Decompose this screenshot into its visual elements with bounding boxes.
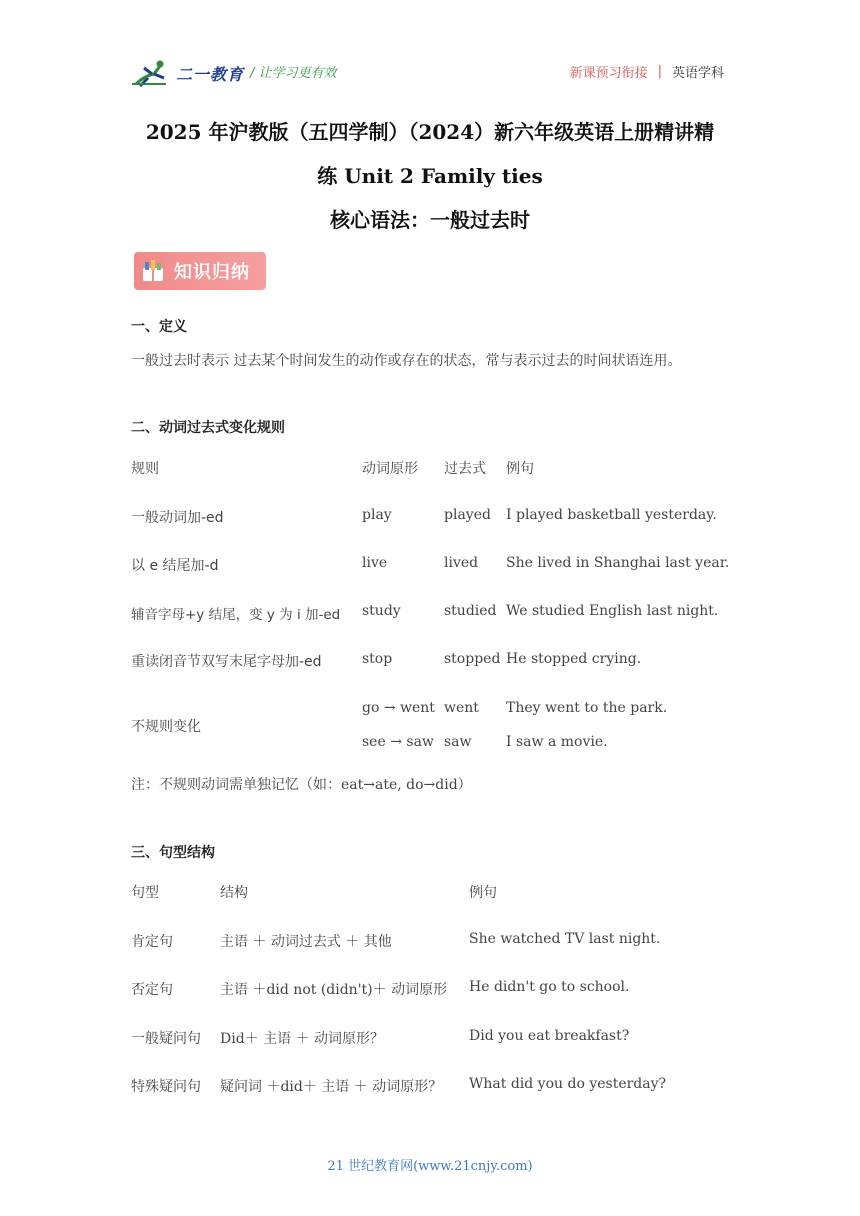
table-cell: They went to the park. xyxy=(506,700,668,716)
table-cell: went xyxy=(444,700,479,716)
table-cell: 疑问词 ＋did＋ 主语 ＋ 动词原形？ xyxy=(220,1079,443,1095)
table-header: 结构 xyxy=(220,885,248,901)
slogan: / 让学习更有效 xyxy=(250,66,337,81)
table-cell: go → went xyxy=(362,700,435,716)
table-cell: 一般疑问句 xyxy=(131,1031,201,1047)
table-cell: I played basketball yesterday. xyxy=(506,507,717,523)
table-cell: What did you do yesterday? xyxy=(469,1076,667,1092)
table-header: 动词原形 xyxy=(362,461,418,477)
section-heading-sentence-structure: 三、句型结构 xyxy=(131,845,215,861)
table-cell: 肯定句 xyxy=(131,934,173,950)
table-header: 过去式 xyxy=(444,461,486,477)
table-cell: She lived in Shanghai last year. xyxy=(506,555,730,571)
header-tag-preview: 新课预习衔接 xyxy=(569,66,648,81)
table-cell: 一般动词加-ed xyxy=(131,510,224,526)
table-cell: lived xyxy=(444,555,479,571)
page-header xyxy=(130,56,730,90)
table-cell: 重读闭音节双写末尾字母加-ed xyxy=(131,654,322,670)
table-cell: 主语 ＋did not (didn't)＋ 动词原形 xyxy=(220,982,448,998)
table-header: 例句 xyxy=(469,885,497,901)
section-heading-definition: 一、定义 xyxy=(131,319,187,335)
table-cell: see → saw xyxy=(362,734,434,750)
book-icon xyxy=(140,258,166,284)
table-header: 规则 xyxy=(131,461,159,477)
table-cell: saw xyxy=(444,734,472,750)
page-footer: 21 世纪教育网(www.21cnjy.com) xyxy=(327,1159,533,1174)
table-cell: stopped xyxy=(444,651,501,667)
table-cell: 以 e 结尾加-d xyxy=(131,558,219,574)
logo xyxy=(130,56,244,90)
table-header: 例句 xyxy=(506,461,534,477)
title-line-2: 练 Unit 2 Family ties xyxy=(317,164,543,188)
badge-label: 知识归纳 xyxy=(174,262,250,283)
table-cell: I saw a movie. xyxy=(506,734,608,750)
header-tags xyxy=(570,62,724,81)
table-cell: He stopped crying. xyxy=(506,651,642,667)
note-text: 注：不规则动词需单独记忆（如：eat→ate, do→did） xyxy=(131,777,472,793)
table-cell: stop xyxy=(362,651,393,667)
table-cell: 特殊疑问句 xyxy=(131,1079,201,1095)
runner-logo-icon xyxy=(130,58,174,88)
table-cell: studied xyxy=(444,603,497,619)
table-cell: 否定句 xyxy=(131,982,173,998)
header-tag-subject: 英语学科 xyxy=(671,66,724,81)
table-cell: live xyxy=(362,555,388,571)
table-cell: played xyxy=(444,507,491,523)
table-cell: study xyxy=(362,603,401,619)
header-separator: | xyxy=(657,64,662,79)
title-line-3: 核心语法：一般过去时 xyxy=(330,208,530,232)
table-header: 句型 xyxy=(131,885,159,901)
table-cell: We studied English last night. xyxy=(506,603,719,619)
table-cell: Did you eat breakfast? xyxy=(469,1028,630,1044)
definition-text: 一般过去时表示 过去某个时间发生的动作或存在的状态，常与表示过去的时间状语连用。 xyxy=(131,353,682,369)
knowledge-summary-badge xyxy=(134,252,266,290)
title-line-1: 2025 年沪教版（五四学制）（2024）新六年级英语上册精讲精 xyxy=(145,120,715,144)
table-cell: Did＋ 主语 ＋ 动词原形？ xyxy=(220,1031,385,1047)
table-cell: 主语 ＋ 动词过去式 ＋ 其他 xyxy=(220,934,392,950)
section-heading-rules: 二、动词过去式变化规则 xyxy=(131,420,285,436)
table-cell: play xyxy=(362,507,392,523)
table-cell: 不规则变化 xyxy=(131,719,201,735)
table-cell: He didn't go to school. xyxy=(469,979,630,995)
table-cell: She watched TV last night. xyxy=(469,931,661,947)
logo-text: 二一教育 xyxy=(176,64,245,84)
table-cell: 辅音字母+y 结尾，变 y 为 i 加-ed xyxy=(131,607,341,623)
